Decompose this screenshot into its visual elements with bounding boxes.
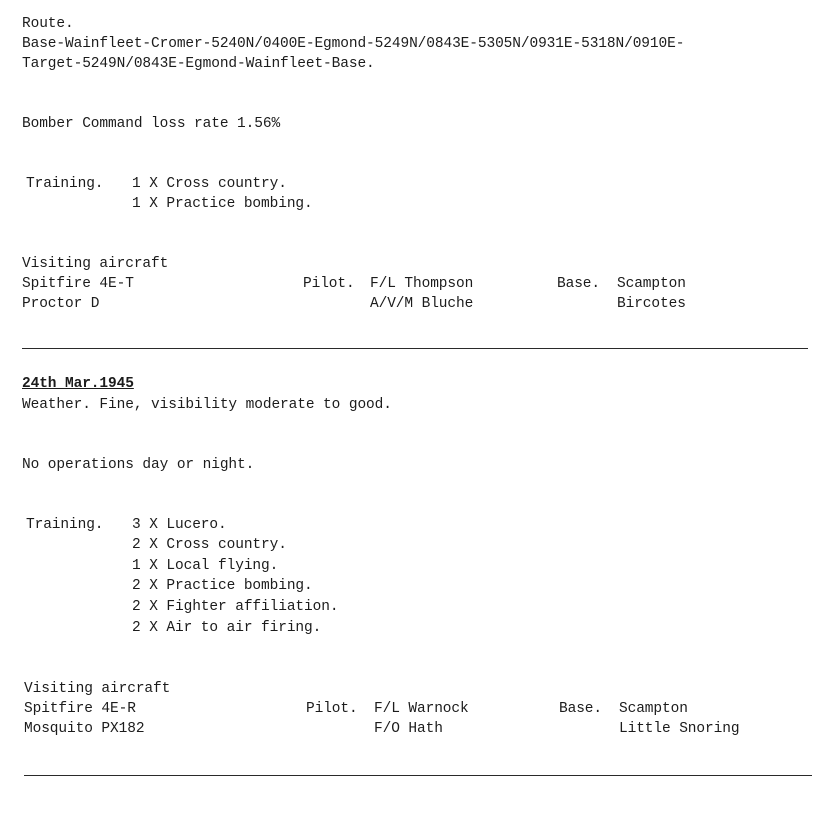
- entry-date: 24th Mar.1945: [22, 376, 134, 392]
- training-item: 1 X Practice bombing.: [132, 196, 313, 212]
- visiting-pilot: A/V/M Bluche: [370, 296, 474, 312]
- route-line-1: Base-Wainfleet-Cromer-5240N/0400E-Egmond-5249N/0843E-5305N/0931E-5318N/0910E-: [22, 36, 685, 52]
- visiting-aircraft: Spitfire 4E-T: [22, 276, 134, 292]
- training-item: 1 X Local flying.: [132, 558, 279, 574]
- route-heading: Route.: [22, 16, 74, 32]
- section-divider: [24, 775, 812, 776]
- visiting-aircraft: Proctor D: [22, 296, 100, 312]
- visiting-base: Bircotes: [617, 296, 686, 312]
- visiting-base: Scampton: [619, 701, 688, 717]
- visiting-heading: Visiting aircraft: [24, 681, 171, 697]
- visiting-aircraft: Mosquito PX182: [24, 721, 145, 737]
- training-item: 2 X Cross country.: [132, 537, 287, 553]
- training-item: 1 X Cross country.: [132, 176, 287, 192]
- operations: No operations day or night.: [22, 457, 255, 473]
- visiting-heading: Visiting aircraft: [22, 256, 169, 272]
- base-label: Base.: [557, 276, 601, 292]
- pilot-label: Pilot.: [306, 701, 358, 717]
- base-label: Base.: [559, 701, 603, 717]
- visiting-aircraft: Spitfire 4E-R: [24, 701, 136, 717]
- training-item: 2 X Practice bombing.: [132, 578, 313, 594]
- training-label: Training.: [26, 176, 104, 192]
- loss-rate: Bomber Command loss rate 1.56%: [22, 116, 281, 132]
- visiting-base: Scampton: [617, 276, 686, 292]
- visiting-pilot: F/L Thompson: [370, 276, 474, 292]
- training-item: 3 X Lucero.: [132, 517, 227, 533]
- training-item: 2 X Air to air firing.: [132, 620, 322, 636]
- section-divider: [22, 348, 808, 349]
- weather: Weather. Fine, visibility moderate to good.: [22, 397, 392, 413]
- visiting-base: Little Snoring: [619, 721, 740, 737]
- route-line-2: Target-5249N/0843E-Egmond-Wainfleet-Base.: [22, 56, 375, 72]
- visiting-pilot: F/O Hath: [374, 721, 443, 737]
- training-label: Training.: [26, 517, 104, 533]
- visiting-pilot: F/L Warnock: [374, 701, 469, 717]
- pilot-label: Pilot.: [303, 276, 355, 292]
- training-item: 2 X Fighter affiliation.: [132, 599, 339, 615]
